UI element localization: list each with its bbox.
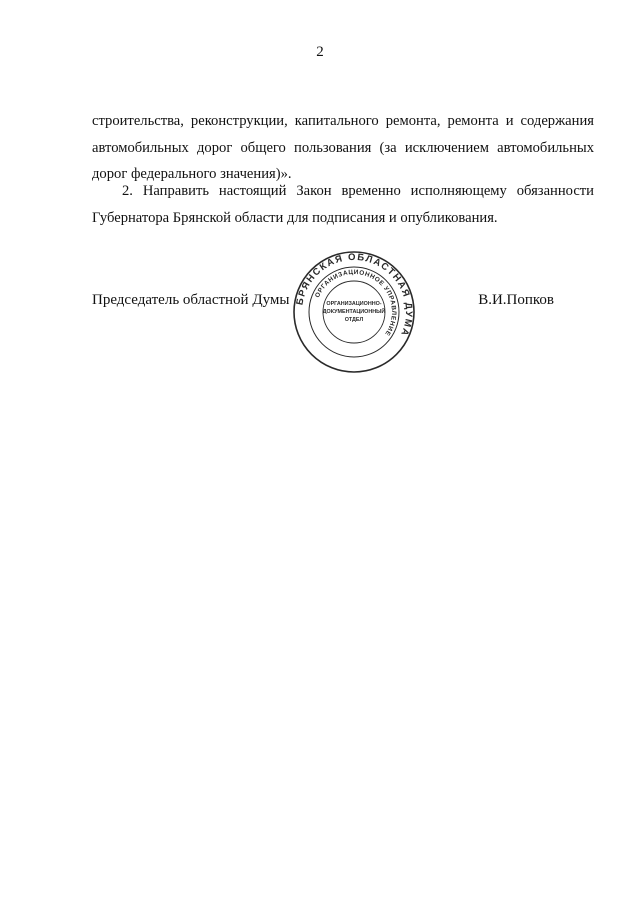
signatory-name: В.И.Попков xyxy=(478,292,554,308)
seal-center-line-2: ДОКУМЕНТАЦИОННЫЙ xyxy=(322,309,386,315)
seal-graphic xyxy=(292,250,416,374)
paragraph-item-2: 2. Направить настоящий Закон временно исполняющему обязанности Губернатора Брянской области для подписания и опубликования. xyxy=(92,183,594,226)
seal-inner-text: ОРГАНИЗАЦИОННОЕ УПРАВЛЕНИЕ xyxy=(314,268,398,338)
official-seal xyxy=(292,250,416,374)
seal-center-line-3: ОТДЕЛ xyxy=(344,317,364,323)
page-number: 2 xyxy=(316,44,324,60)
seal-center-line-1: ОРГАНИЗАЦИОННО- xyxy=(326,301,382,307)
seal-outer-text: БРЯНСКАЯ ОБЛАСТНАЯ ДУМА xyxy=(294,251,415,339)
signatory-title: Председатель областной Думы xyxy=(92,292,290,308)
paragraph-continuation: строительства, реконструкции, капитального ремонта, ремонта и содержания автомобильных дорог общего пользования (за исключением автомобильных дорог федерального значения)». xyxy=(92,113,594,182)
